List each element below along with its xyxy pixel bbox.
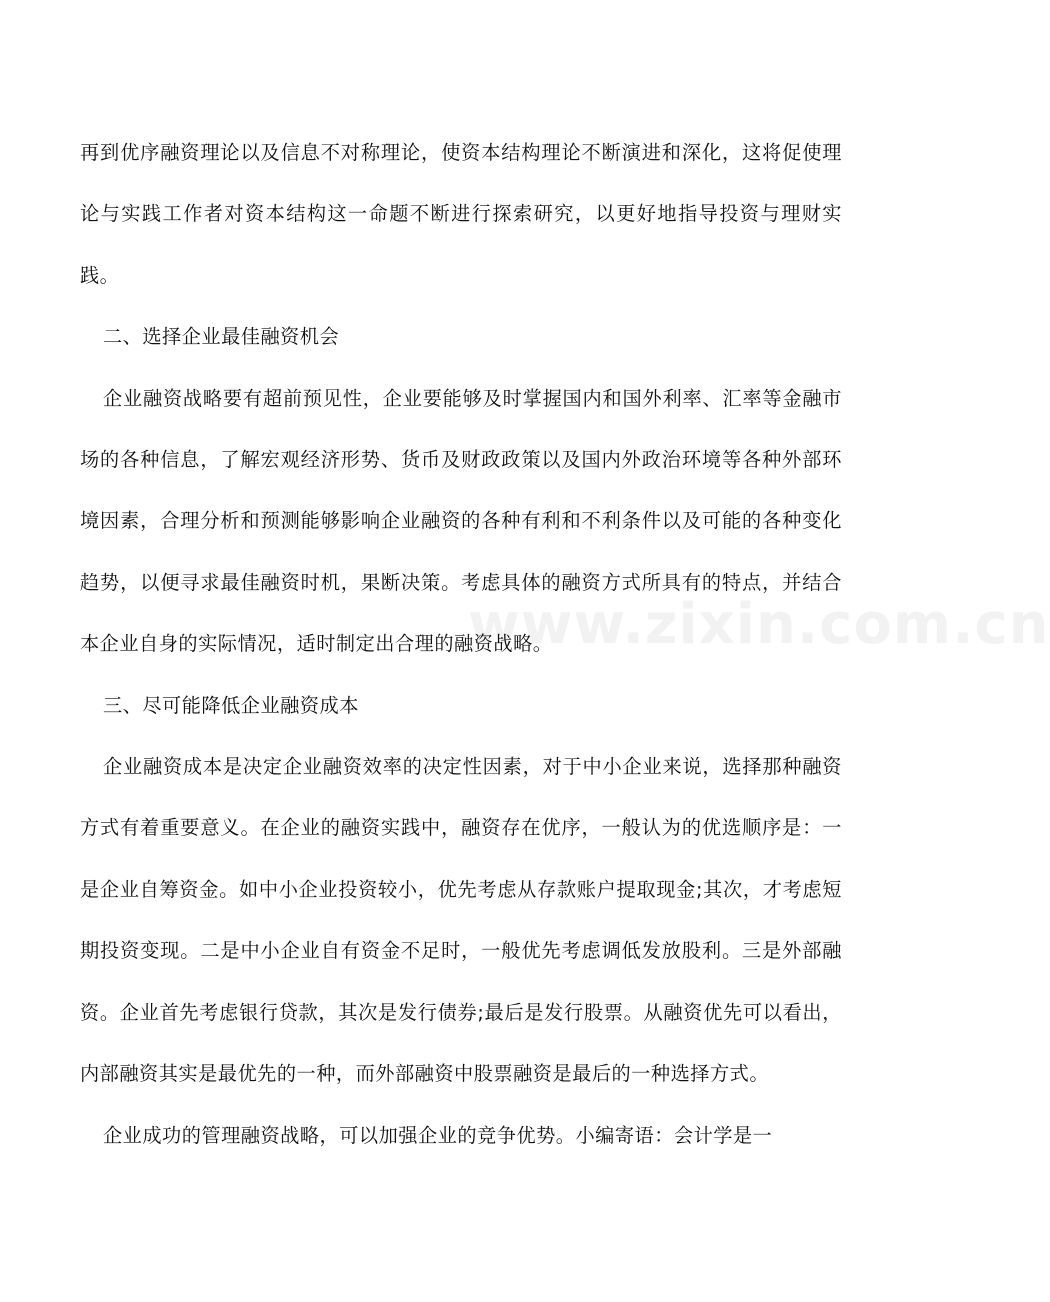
paragraph-conclusion: 企业成功的管理融资战略，可以加强企业的竞争优势。小编寄语：会计学是一 bbox=[103, 1123, 773, 1147]
paragraph-financing-cost: 企业融资成本是决定企业融资效率的决定性因素，对于中小企业来说，选择那种融资方式有着重要意义。在企业的融资实践中，融资存在优序，一般认为的优选顺序是：一是企业自筹资金。如中小企业投资较小，优先考虑从存款账户提取现金;其次，才考虑短期投资变现。二是中小企业自有资金不足时，一般优先考虑调低发放股利。三是外部融资。企业首先考虑银行贷款，其次是发行债券;最后是发行股票。从融资优先可以看出，内部融资其实是最优先的一种，而外部融资中股票融资是最后的一种选择方式。 bbox=[80, 755, 842, 1086]
document-body bbox=[80, 122, 842, 1166]
section-heading-3: 三、尽可能降低企业融资成本 bbox=[103, 693, 359, 717]
paragraph-continuation: 再到优序融资理论以及信息不对称理论，使资本结构理论不断演进和深化，这将促使理论与实践工作者对资本结构这一命题不断进行探索研究，以更好地指导投资与理财实践。 bbox=[80, 141, 842, 287]
paragraph-financing-timing: 企业融资战略要有超前预见性，企业要能够及时掌握国内和国外利率、汇率等金融市场的各种信息，了解宏观经济形势、货币及财政政策以及国内外政治环境等各种外部环境因素，合理分析和预测能够影响企业融资的各种有利和不利条件以及可能的各种变化趋势，以便寻求最佳融资时机，果断决策。考虑具体的融资方式所具有的特点，并结合本企业自身的实际情况，适时制定出合理的融资战略。 bbox=[80, 386, 842, 656]
watermark-text: www.zixin.com.cn bbox=[468, 592, 1050, 657]
section-heading-2: 二、选择企业最佳融资机会 bbox=[103, 325, 340, 349]
